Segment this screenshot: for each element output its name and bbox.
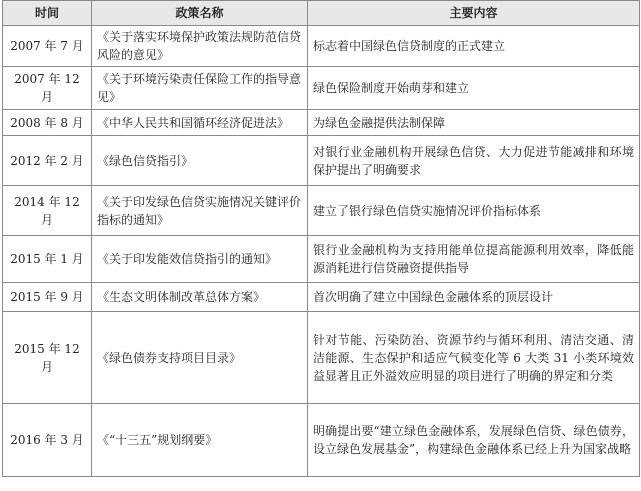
- row-time: 2012 年 2 月: [3, 136, 92, 186]
- header-policy-name: 政策名称: [92, 1, 308, 26]
- row-content: 银行业金融机构为支持用能单位提高能源利用效率，降低能源消耗进行信贷融资提供指导: [308, 236, 640, 283]
- header-row: [3, 1, 640, 26]
- row-policy-name: 《绿色债券支持项目目录》: [92, 312, 308, 404]
- row-policy-name: 《关于印发绿色信贷实施情况关键评价指标的通知》: [92, 186, 308, 236]
- row-time: 2014 年 12 月: [3, 186, 92, 236]
- row-policy-name: 《“十三五”规划纲要》: [92, 404, 308, 477]
- header-content: 主要内容: [308, 1, 640, 26]
- table-header: [3, 1, 640, 26]
- row-time: 2016 年 3 月: [3, 404, 92, 477]
- row-content: 针对节能、污染防治、资源节约与循环利用、清洁交通、清洁能源、生态保护和适应气候变化等 6 大类 31 小类环境效益显著且正外溢效应明显的项目进行了明确的界定和分类: [308, 312, 640, 404]
- table-row: [3, 312, 640, 404]
- row-time: 2007 年 12 月: [3, 67, 92, 110]
- row-time: 2015 年 12 月: [3, 312, 92, 404]
- policy-table: [2, 0, 640, 477]
- row-policy-name: 《关于落实环境保护政策法规防范信贷风险的意见》: [92, 26, 308, 67]
- row-time: 2015 年 1 月: [3, 236, 92, 283]
- row-content: 绿色保险制度开始萌芽和建立: [308, 67, 640, 110]
- table-row: [3, 110, 640, 136]
- row-policy-name: 《绿色信贷指引》: [92, 136, 308, 186]
- table-row: [3, 67, 640, 110]
- row-content: 对银行业金融机构开展绿色信贷、大力促进节能减排和环境保护提出了明确要求: [308, 136, 640, 186]
- row-policy-name: 《关于印发能效信贷指引的通知》: [92, 236, 308, 283]
- row-policy-name: 《关于环境污染责任保险工作的指导意见》: [92, 67, 308, 110]
- row-time: 2008 年 8 月: [3, 110, 92, 136]
- table-row: [3, 136, 640, 186]
- row-content: 首次明确了建立中国绿色金融体系的顶层设计: [308, 283, 640, 312]
- row-content: 标志着中国绿色信贷制度的正式建立: [308, 26, 640, 67]
- row-content: 建立了银行绿色信贷实施情况评价指标体系: [308, 186, 640, 236]
- row-policy-name: 《中华人民共和国循环经济促进法》: [92, 110, 308, 136]
- table-row: [3, 236, 640, 283]
- table-body: [3, 26, 640, 477]
- row-policy-name: 《生态文明体制改革总体方案》: [92, 283, 308, 312]
- row-time: 2007 年 7 月: [3, 26, 92, 67]
- table-row: [3, 26, 640, 67]
- table-row: [3, 283, 640, 312]
- table-row: [3, 404, 640, 477]
- table-row: [3, 186, 640, 236]
- row-content: 明确提出要“建立绿色金融体系，发展绿色信贷、绿色债券，设立绿色发展基金”，构建绿色金融体系已经上升为国家战略: [308, 404, 640, 477]
- row-time: 2015 年 9 月: [3, 283, 92, 312]
- header-time: 时间: [3, 1, 92, 26]
- row-content: 为绿色金融提供法制保障: [308, 110, 640, 136]
